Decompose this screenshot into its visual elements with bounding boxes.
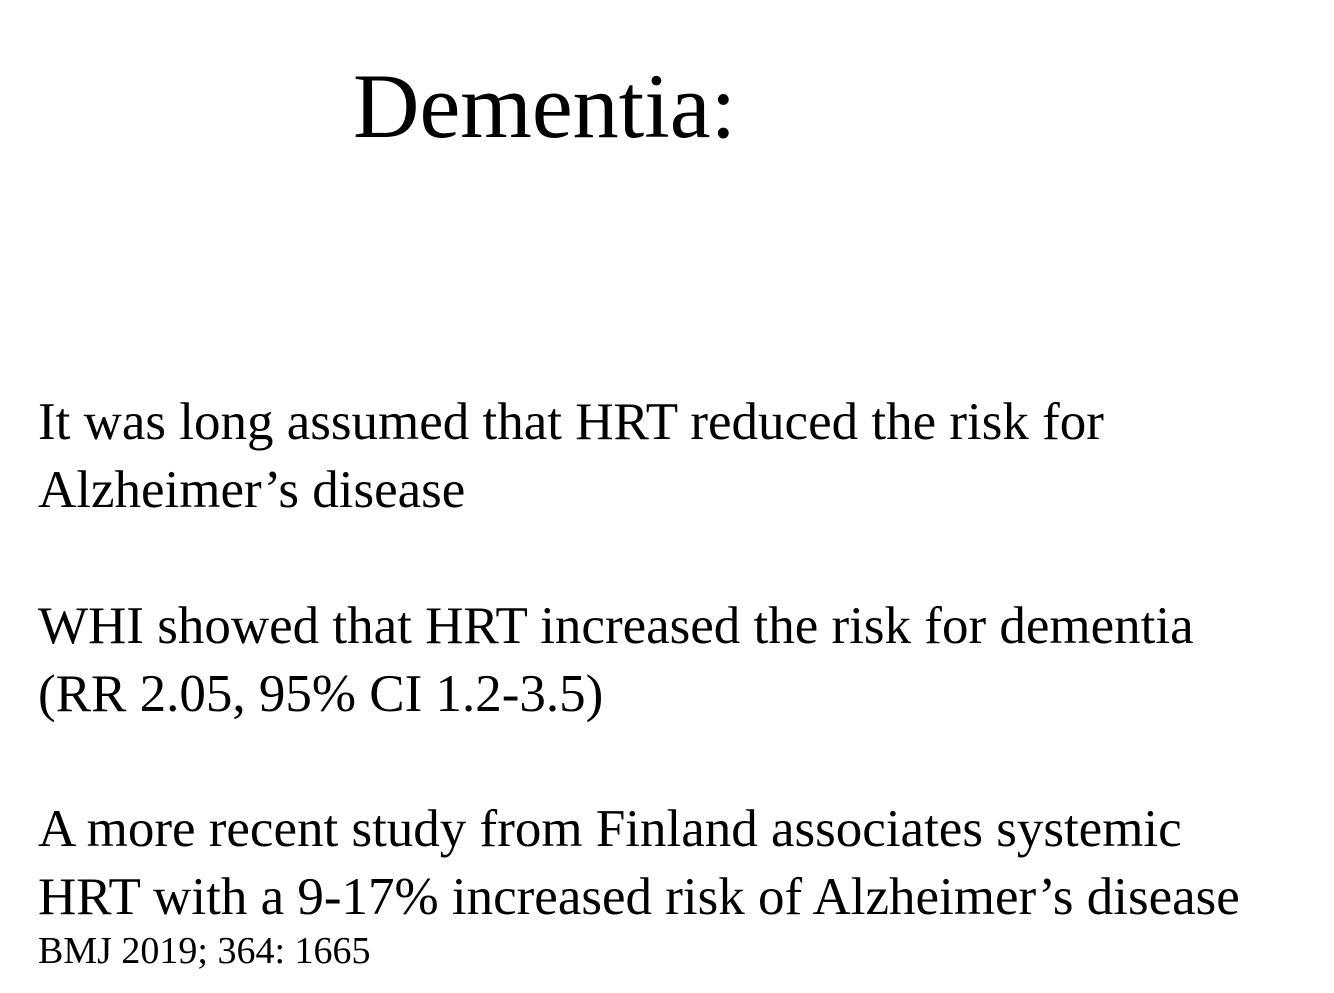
slide-title: Dementia: <box>353 55 737 157</box>
paragraph-line: A more recent study from Finland associates systemic <box>38 800 1182 858</box>
paragraph-line: It was long assumed that HRT reduced the risk for <box>38 393 1104 451</box>
paragraph-hrt-assumption <box>38 388 1328 524</box>
paragraph-finland-study <box>38 795 1328 931</box>
paragraph-line: (RR 2.05, 95% CI 1.2-3.5) <box>38 665 604 723</box>
paragraph-whi-finding <box>38 592 1328 728</box>
paragraph-line: HRT with a 9-17% increased risk of Alzheimer’s disease <box>38 868 1240 926</box>
paragraph-line: Alzheimer’s disease <box>38 461 466 519</box>
citation: BMJ 2019; 364: 1665 <box>38 930 371 972</box>
paragraph-line: WHI showed that HRT increased the risk for dementia <box>38 597 1194 655</box>
